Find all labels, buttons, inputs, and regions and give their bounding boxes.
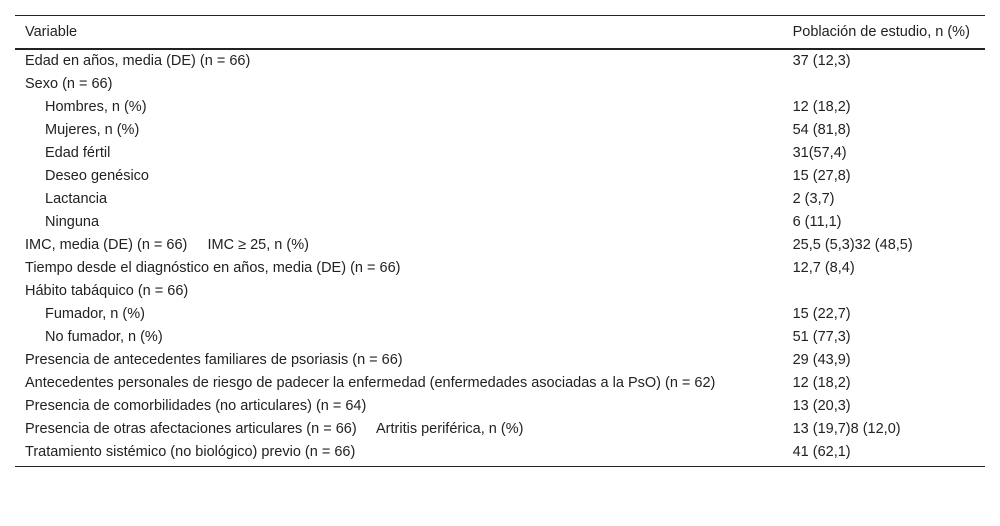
table-row [15, 188, 985, 211]
row-label: Antecedentes personales de riesgo de padecer la enfermedad (enfermedades asociadas a la PsO) (n = 62) [25, 375, 716, 391]
row-value: 6 (11,1) [792, 214, 842, 230]
table-row [15, 372, 985, 395]
row-label: Edad en años, media (DE) (n = 66) [25, 53, 251, 69]
row-value: 54 (81,8) [792, 122, 851, 138]
row-value [783, 280, 985, 303]
row-value: 12 (18,2) [792, 99, 851, 115]
row-label: Fumador, n (%) [45, 306, 145, 322]
table-row [15, 280, 985, 303]
table-row [15, 234, 985, 257]
table-row [15, 418, 985, 441]
row-value: 31(57,4) [792, 145, 847, 161]
row-label: Tratamiento sistémico (no biológico) previo (n = 66) [25, 444, 356, 460]
table-row [15, 326, 985, 349]
row-value: 15 (22,7) [792, 306, 851, 322]
table-row [15, 257, 985, 280]
table-container [15, 15, 985, 467]
table-row [15, 349, 985, 372]
row-value: 2 (3,7) [792, 191, 835, 207]
table-row [15, 395, 985, 418]
row-label: Ninguna [45, 214, 100, 230]
table-row [15, 142, 985, 165]
row-label: Deseo genésico [45, 168, 149, 184]
table-row [15, 96, 985, 119]
table-row [15, 165, 985, 188]
table-row [15, 119, 985, 142]
header-variable: Variable [25, 24, 78, 40]
row-value: 12 (18,2) [792, 375, 851, 391]
row-label: No fumador, n (%) [45, 329, 163, 345]
row-value: 15 (27,8) [792, 168, 851, 184]
row-label: Presencia de antecedentes familiares de psoriasis (n = 66) [25, 352, 403, 368]
row-value: 25,5 (5,3)32 (48,5) [792, 237, 913, 253]
row-value: 51 (77,3) [792, 329, 851, 345]
table-header-row [15, 16, 985, 50]
row-label: Sexo (n = 66) [25, 76, 113, 92]
table-row [15, 441, 985, 467]
row-value: 13 (19,7)8 (12,0) [792, 421, 901, 437]
row-label: Presencia de comorbilidades (no articulares) (n = 64) [25, 398, 367, 414]
row-label: Edad fértil [45, 145, 111, 161]
row-label: Presencia de otras afectaciones articulares (n = 66) Artritis periférica, n (%) [25, 421, 524, 437]
characteristics-table [15, 15, 985, 467]
table-row [15, 211, 985, 234]
row-label: Tiempo desde el diagnóstico en años, media (DE) (n = 66) [25, 260, 401, 276]
row-value: 29 (43,9) [792, 352, 851, 368]
row-value [783, 73, 985, 96]
row-value: 37 (12,3) [792, 53, 851, 69]
row-label: Hábito tabáquico (n = 66) [25, 283, 189, 299]
row-value: 41 (62,1) [792, 444, 851, 460]
table-row [15, 73, 985, 96]
row-label: Lactancia [45, 191, 108, 207]
row-label: Hombres, n (%) [45, 99, 147, 115]
row-label: Mujeres, n (%) [45, 122, 140, 138]
header-population: Población de estudio, n (%) [792, 24, 970, 40]
row-value: 12,7 (8,4) [792, 260, 855, 276]
row-label: IMC, media (DE) (n = 66) IMC ≥ 25, n (%) [25, 237, 309, 253]
table-row [15, 49, 985, 73]
row-value: 13 (20,3) [792, 398, 851, 414]
table-row [15, 303, 985, 326]
